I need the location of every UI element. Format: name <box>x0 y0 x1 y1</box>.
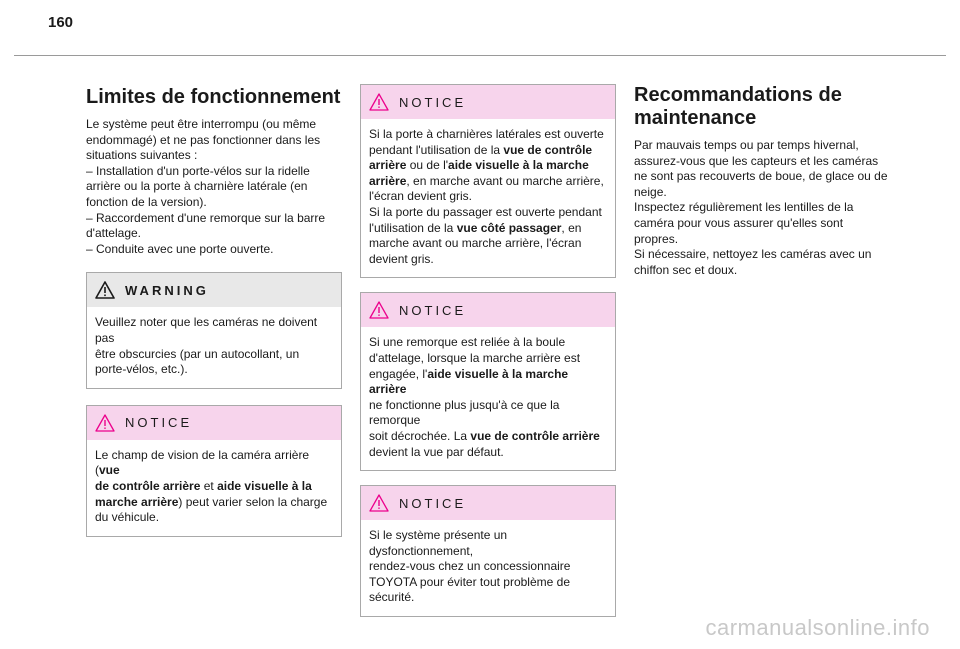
warning-title: WARNING <box>125 282 209 298</box>
text-line: fonction de la version). <box>86 194 207 209</box>
text-line: Si la porte du passager est ouverte pendant <box>369 204 602 219</box>
text-line: arrière ou la porte à charnière latérale (en <box>86 179 308 194</box>
text-line: ne sont pas recouverts de boue, de glace ou de <box>634 169 888 184</box>
limits-intro <box>86 117 342 257</box>
page-number: 160 <box>48 14 74 31</box>
text-line: d'attelage, lorsque la marche arrière est <box>369 350 581 365</box>
notice-box-malfunction <box>360 485 616 617</box>
column-notices <box>360 84 616 631</box>
text-line: assurez-vous que les capteurs et les caméras <box>634 153 879 168</box>
text-line: l'utilisation de la vue côté passager, en <box>369 220 582 235</box>
warning-triangle-icon <box>369 93 389 111</box>
text-line: TOYOTA pour éviter tout problème de <box>369 574 570 589</box>
text-line: ne fonctionne plus jusqu'à ce que la remorque <box>369 397 560 428</box>
header-divider <box>14 55 946 56</box>
text-line: Veuillez noter que les caméras ne doivent pas <box>95 315 318 345</box>
text-line: pendant l'utilisation de la vue de contrôle <box>369 142 593 157</box>
notice-body <box>361 119 615 277</box>
column-maintenance <box>634 84 890 278</box>
text-line: rendez-vous chez un concessionnaire <box>369 559 571 574</box>
text-line: Par mauvais temps ou par temps hivernal, <box>634 138 859 152</box>
text-line: marche avant ou marche arrière, l'écran <box>369 236 582 251</box>
watermark: carmanualsonline.info <box>705 615 930 640</box>
warning-triangle-icon <box>95 414 115 432</box>
text-line: de contrôle arrière et aide visuelle à la <box>95 478 312 493</box>
text-line: l'écran devient gris. <box>369 189 473 204</box>
text-line: soit décrochée. La vue de contrôle arrière <box>369 428 600 443</box>
warning-triangle-icon <box>369 301 389 319</box>
notice-title: NOTICE <box>399 495 467 511</box>
notice-box-side-door <box>360 84 616 278</box>
text-line: Si nécessaire, nettoyez les caméras avec un <box>634 247 872 262</box>
notice-title: NOTICE <box>399 94 467 110</box>
notice-body <box>361 327 615 470</box>
warning-body <box>87 307 341 387</box>
text-line: devient gris. <box>369 251 434 266</box>
notice-header <box>361 293 615 327</box>
text-line: Si une remorque est reliée à la boule <box>369 335 566 350</box>
text-line: situations suivantes : <box>86 148 198 163</box>
text-line: arrière ou de l'aide visuelle à la marche <box>369 158 589 173</box>
warning-header <box>87 273 341 307</box>
text-line: sécurité. <box>369 590 415 605</box>
notice-header <box>87 406 341 440</box>
text-line: d'attelage. <box>86 226 142 241</box>
text-line: – Raccordement d'une remorque sur la barre <box>86 210 326 225</box>
notice-body <box>361 520 615 616</box>
notice-body <box>87 440 341 536</box>
text-line: Inspectez régulièrement les lentilles de la <box>634 200 854 215</box>
text-line: engagée, l'aide visuelle à la marche arrière <box>369 366 569 397</box>
text-line: – Conduite avec une porte ouverte. <box>86 241 274 256</box>
notice-box-field-of-view <box>86 405 342 537</box>
text-line: chiffon sec et doux. <box>634 262 738 277</box>
text-line: marche arrière) peut varier selon la charge <box>95 494 328 509</box>
section-heading-limits: Limites de fonctionnement <box>86 86 341 108</box>
text-line: Si le système présente un dysfonctionnement, <box>369 528 508 558</box>
text-line: porte-vélos, etc.). <box>95 362 188 377</box>
text-line: neige. <box>634 184 667 199</box>
notice-title: NOTICE <box>125 415 193 431</box>
notice-header <box>361 486 615 520</box>
section-heading-maintenance: Recommandations de maintenance <box>634 84 842 129</box>
text-line: devient la vue par défaut. <box>369 444 504 459</box>
text-line: caméra pour vous assurer qu'elles sont propres. <box>634 215 844 246</box>
notice-box-trailer <box>360 292 616 471</box>
notice-header <box>361 85 615 119</box>
warning-triangle-icon <box>369 494 389 512</box>
text-line: endommagé) et ne pas fonctionner dans les <box>86 132 321 147</box>
text-line: Si la porte à charnières latérales est ouverte <box>369 127 604 141</box>
text-line: Le champ de vision de la caméra arrière (vue <box>95 447 310 478</box>
text-line: – Installation d'un porte-vélos sur la ridelle <box>86 163 310 178</box>
warning-triangle-icon <box>95 281 115 299</box>
text-line: être obscurcies (par un autocollant, un <box>95 346 300 361</box>
warning-box <box>86 272 342 388</box>
text-line: Le système peut être interrompu (ou même <box>86 117 317 131</box>
column-limits <box>86 84 342 551</box>
text-line: arrière, en marche avant ou marche arrière, <box>369 173 604 188</box>
text-line: du véhicule. <box>95 510 160 525</box>
notice-title: NOTICE <box>399 302 467 318</box>
maintenance-text <box>634 138 890 278</box>
